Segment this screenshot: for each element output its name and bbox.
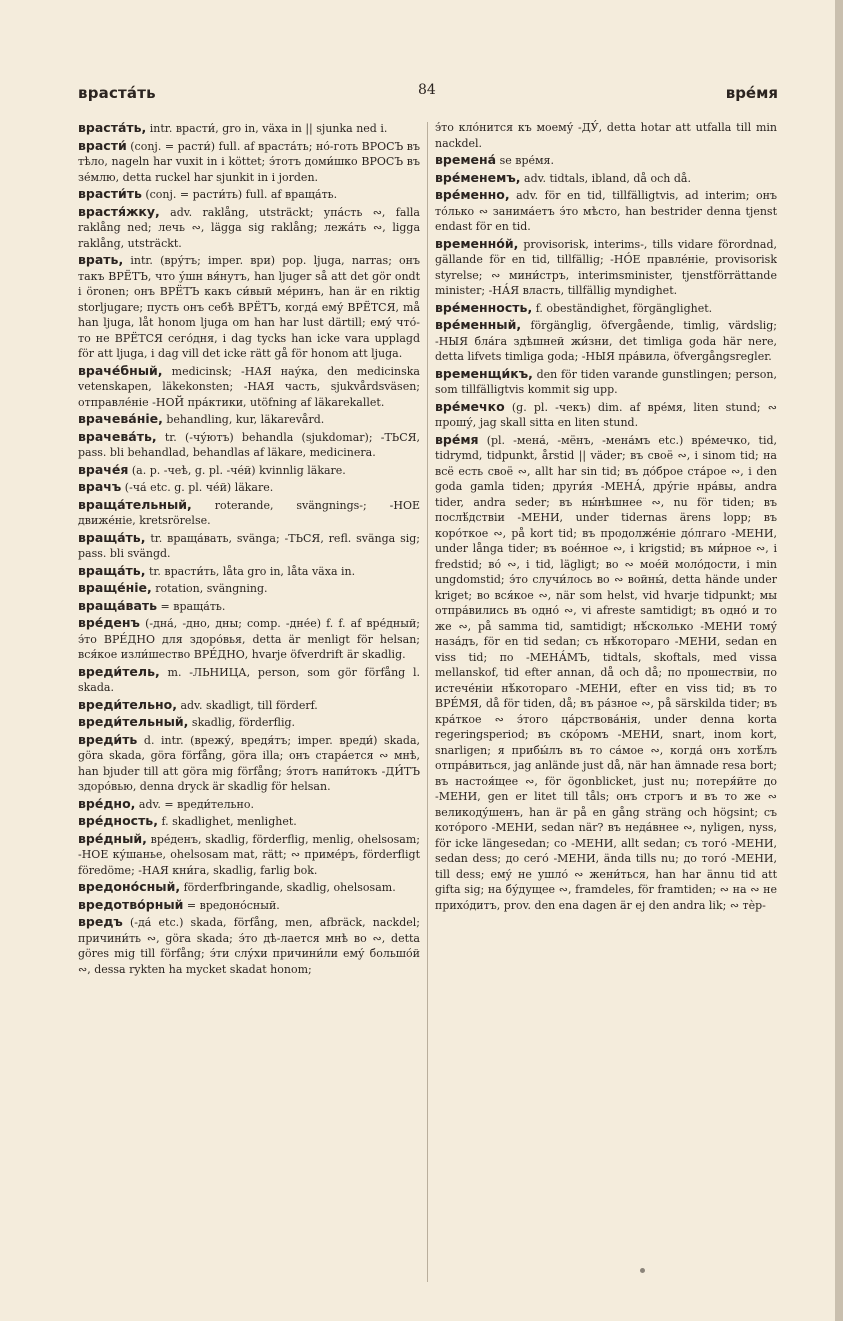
entry-headword: вреди́тельный, xyxy=(78,714,189,729)
entry-headword: вре́менность, xyxy=(435,299,533,315)
dictionary-entry xyxy=(78,831,420,879)
entry-definition: se вре́мя. xyxy=(499,154,554,167)
entry-headword: враста́ть, xyxy=(78,120,147,135)
dictionary-entry xyxy=(435,432,777,914)
entry-headword: врасти́ xyxy=(78,137,127,153)
entry-definition: э́то кло́нится къ моему́ -ДУ́, detta hotar att utfalla till min nackdel. xyxy=(435,121,777,150)
entry-headword: вре́дный, xyxy=(78,830,147,846)
entry-definition: (g. pl. -чекъ) dim. af вре́мя, liten stund; ∾ прошу́, jag skall sitta en liten stund. xyxy=(435,400,777,429)
entry-definition: skadlig, förderflig. xyxy=(191,716,296,729)
entry-headword: враща́ть, xyxy=(78,562,146,578)
entry-headword: вреди́тель, xyxy=(78,663,160,679)
entry-headword: врасти́ть xyxy=(78,186,142,201)
entry-headword: врастя́жку, xyxy=(78,203,160,219)
entry-definition: medicinsk; -НАЯ нау́ка, den medicinska vetenskapen, läkekonsten; -НАЯ часть, sjukvårdsväsen; отправле́ніе -НОЙ пра́ктики, utöfning af läkarekallet. xyxy=(78,364,420,409)
entry-headword: вре́менемъ, xyxy=(435,169,521,185)
dictionary-entry xyxy=(78,530,420,562)
entry-definition: roterande, svängnings-; -НОЕ движе́ніе, kretsrörelse. xyxy=(78,498,420,527)
entry-headword: вре́денъ xyxy=(78,615,140,630)
entry-definition: (-да́ etc.) skada, förfång, men, afbräck, nackdel; причини́ть ∾, göra skada; э́то дѣ-лается мнѣ во ∾, detta göres mig till förfång; э́ти слу́хи причини́ли ему́ большо́й ∾, dessa rykten ha mycket skadat honom; xyxy=(78,916,420,976)
dictionary-entry xyxy=(78,796,420,813)
dictionary-entry xyxy=(78,615,420,663)
entry-headword: враче́бный, xyxy=(78,362,163,378)
entry-headword: враче́я xyxy=(78,461,129,477)
entry-headword: вре́дность, xyxy=(78,813,158,828)
entry-headword: вре́мечко xyxy=(435,398,505,414)
entry-headword: враще́ніе, xyxy=(78,580,152,595)
entry-definition: adv. = вреди́тельно. xyxy=(138,797,254,811)
entry-definition: (pl. -мена́, -мёнъ, -мена́мъ etc.) вре́мечко, tid, tidrymd, tidpunkt, årstid || väder; въ своё ∾, i sinom tid; на всё есть своё ∾, allt har sin tid; въ до́брое ста́рое ∾, i den goda gamla tiden; други́я -МЕНА́, дру́гіе нра́вы, andra tider, andra seder; въ ны́нѣшнее ∾, nu för tiden; въ послѣ́дствіи -МЕНИ, under tidernas ärens lopp; въ коро́ткое ∾, på kort tid; въ продолже́ніе до́лгаго -МЕНИ, under långa tider; въ вое́нное ∾, i krigstid; въ ми́рное ∾, i fredstid; во́ ∾, i tid, lägligt; во ∾ мое́й моло́дости, i min ungdomstid; э́то случи́лось во ∾ войны́, detta hände under kriget; во вся́кое ∾, när som helst, vid hvarje tidpunkt; мы отпра́вились въ одно́ ∾, vi afreste samtidigt; въ одно́ и то же ∾, på samma tid, samtidigt; нѣ́сколько -МЕНИ тому́ наза́дъ, för en tid sedan; съ нѣ́котораго -МЕНИ, sedan en viss tid; по -МЕНА́МЪ, tidtals, skoftals, med vissa mellanskof, tid efter annan, då och då; по прошествіи, по истече́ніи нѣ́котораго -МЕНИ, efter en viss tid; въ то ВРЕ́МЯ, då för tiden, då; въ ра́зное ∾, på särskilda tider; въ кра́ткое ∾ э́того ца́рствова́нія, under denna korta regeringsperiod; въ ско́ромъ -МЕНИ, snart, inom kort, snarligen; я прибы́лъ въ то са́мое ∾, когда́ онъ хотѣ́лъ отпра́виться, jag anlände just då, när han ämnade resa bort; въ настоя́щее ∾, för ögonblicket, just nu; потеря́йте до -МЕНИ, gen er litet till tåls; онъ строгъ и въ то же ∾ великоду́шенъ, han är på en gång sträng och högsint; съ кото́рого -МЕНИ, sedan när? въ неда́внее ∾, nyligen, nyss, för icke längesedan; со -МЕНИ, allt sedan; съ того́ -МЕНИ, sedan dess; до сего́ -МЕНИ, ända tills nu; до того́ -МЕНИ, till dess; ему́ не ушло́ ∾ жени́ться, han har ännu tid att gifta sig; на бу́дущее ∾, framdeles, för framtiden; ∾ на ∾ не прихо́дитъ, prov. den ena dagen är ej den andra lik; ∾ тѐр- xyxy=(435,433,777,912)
dictionary-entry xyxy=(78,479,420,496)
dictionary-entry xyxy=(78,813,420,830)
entry-definition: (a. p. -чеѣ, g. pl. -че́й) kvinnlig läkare. xyxy=(131,463,346,477)
page-header xyxy=(78,80,778,106)
dictionary-entry xyxy=(78,714,420,731)
dictionary-entry xyxy=(435,152,777,169)
entry-definition: tr. врасти́ть, låta gro in, låta växa in. xyxy=(148,564,356,578)
entry-definition: förderfbringande, skadlig, ohelsosam. xyxy=(183,881,396,894)
entry-headword: вреди́ть xyxy=(78,731,138,747)
left-column xyxy=(78,120,420,1290)
entry-headword: вре́менный, xyxy=(435,317,522,332)
dictionary-entry xyxy=(78,138,420,186)
page-edge-shadow xyxy=(835,0,843,1321)
dictionary-entry xyxy=(78,186,420,203)
entry-definition: d. intr. (врежу́, вредя́тъ; imper. вреди́) skada, göra skada, göra förfång, göra illa; онъ стара́ется ∾ мнѣ, han bjuder till att göra mig förfång; э́тотъ напи́токъ -ДИ́ТЪ здоро́вью, denna dryck är skadlig för helsan. xyxy=(78,733,420,793)
header-left-headword: враста́ть xyxy=(78,84,156,102)
right-column xyxy=(435,120,777,1290)
entry-definition: (-ча́ etc. g. pl. че́й) läkare. xyxy=(124,481,274,494)
entry-headword: враща́ть, xyxy=(78,529,146,545)
entry-definition: adv. raklång, utsträckt; упа́сть ∾, falla raklång ned; лечь ∾, lägga sig raklång; лежа́ть ∾, ligga raklång, utsträckt. xyxy=(78,205,420,250)
entry-definition: adv. skadligt, till förderf. xyxy=(180,698,318,712)
dictionary-entry xyxy=(78,252,420,362)
header-right-headword: вре́мя xyxy=(725,84,778,102)
entry-definition: adv. tidtals, ibland, då och då. xyxy=(524,171,691,185)
dictionary-entry xyxy=(435,236,777,299)
dictionary-entry xyxy=(435,366,777,398)
entry-headword: врачъ xyxy=(78,479,122,494)
dictionary-entry xyxy=(435,170,777,187)
entry-definition: intr. врасти́, gro in, växa in || sjunka ned i. xyxy=(149,122,388,135)
column-divider xyxy=(427,122,428,1282)
entry-definition: intr. (вру́тъ; imper. ври) pop. ljuga, narras; онъ такъ ВРЁТЪ, что у́шн вя́нутъ, han ljuger så att det gör ondt i öronen; онъ ВРЁТЪ какъ си́вый ме́ринъ, han är en riktig storljugare; пусть онъ себѣ ВРЁТЪ, когда́ ему́ ВРЁТСЯ, må han ljuga, låt honom ljuga om han har lust därtill; ему́ что́-то не ВРЁТСЯ сего́дня, i dag tycks han icke vara upplagd för att ljuga, i dag vill det icke rätt gå för honom att ljuga. xyxy=(78,254,420,360)
dictionary-entry xyxy=(78,563,420,580)
entry-headword: временно́й, xyxy=(435,235,519,251)
entry-headword: вреди́тельно, xyxy=(78,696,177,712)
entry-definition: tr. враща́вать, svänga; -ТЬСЯ, refl. svänga sig; pass. bli svängd. xyxy=(78,531,420,560)
entry-headword: врать, xyxy=(78,252,124,267)
stain-dot xyxy=(640,1268,645,1273)
dictionary-entry xyxy=(78,580,420,597)
dictionary-entry xyxy=(78,462,420,479)
entry-definition: (-дна́, -дно, дны; comp. -дне́е) f. f. af вре́дный; э́то ВРЕ́ДНО для здоро́вья, detta är menligt för helsan; вся́кое изли́шество ВРЕ́ДНО, hvarje öfverdrift är skadlig. xyxy=(78,617,420,661)
dictionary-entry xyxy=(435,300,777,317)
entry-headword: времена́ xyxy=(435,152,497,167)
dictionary-entry xyxy=(78,363,420,411)
entry-definition: = вредоно́сный. xyxy=(186,898,280,912)
entry-headword: враща́тельный, xyxy=(78,496,192,512)
entry-definition: provisorisk, interims-, tills vidare förordnad, gällande för en tid, tillfällig; -НО́Е правле́ніе, provisorisk styrelse; ∾ мини́стръ, interimsminister, tjenstförrättande minister; -НА́Я власть, tillfällig myndighet. xyxy=(435,237,777,297)
dictionary-entry xyxy=(435,317,777,365)
entry-definition: вре́денъ, skadlig, förderflig, menlig, ohelsosam; -НОЕ ку́шанье, ohelsosam mat, rätt; ∾ приме́ръ, förderfligt föredöme; -НАЯ кни́га, skadlig, farlig bok. xyxy=(78,832,420,877)
dictionary-entry xyxy=(78,914,420,977)
entry-definition: den för tiden varande gunstlingen; person, som tillfälligtvis kommit sig upp. xyxy=(435,367,777,396)
dictionary-entry xyxy=(78,598,420,615)
dictionary-entry xyxy=(78,120,420,137)
entry-headword: вредоно́сный, xyxy=(78,879,181,894)
entry-definition: f. skadlighet, menlighet. xyxy=(161,815,297,828)
entry-headword: вре́мя xyxy=(435,431,479,447)
entry-headword: врачева́ть, xyxy=(78,428,157,444)
dictionary-entry xyxy=(78,879,420,896)
entry-definition: adv. för en tid, tillfälligtvis, ad interim; онъ то́лько ∾ занима́етъ э́то мѣсто, han bestrider denna tjenst endast för en tid. xyxy=(435,189,777,233)
dictionary-entry xyxy=(435,187,777,235)
entry-headword: временщи́къ, xyxy=(435,365,533,381)
entry-headword: вредотво́рный xyxy=(78,896,184,912)
entry-definition: rotation, svängning. xyxy=(155,582,268,595)
entry-definition: (conj. = расти́) full. af враста́ть; но́-готь ВРОСЪ въ тѣло, nageln har vuxit in i köttet; э́тотъ доми́шко ВРОСЪ въ зе́млю, detta ruckel har sjunkit in i jorden. xyxy=(78,139,420,184)
entry-definition: = враща́ть. xyxy=(160,599,226,613)
dictionary-entry xyxy=(78,429,420,461)
dictionary-entry xyxy=(78,497,420,529)
entry-headword: вре́дно, xyxy=(78,795,136,811)
entry-definition: (conj. = расти́ть) full. af враща́ть. xyxy=(145,188,338,201)
dictionary-entry xyxy=(78,697,420,714)
entry-definition: förgänglig, öfvergående, timlig, värdslig; -НЫЯ бла́га здѣшней жи́зни, det timliga goda här nere, detta lifvets timliga goda; -НЫЯ пра́вила, öfvergångsregler. xyxy=(435,319,777,363)
entry-headword: врачева́ніе, xyxy=(78,411,163,426)
dictionary-entry xyxy=(78,664,420,696)
dictionary-entry xyxy=(435,399,777,431)
dictionary-entry xyxy=(78,732,420,795)
entry-headword: вредъ xyxy=(78,914,123,929)
entry-headword: вре́менно, xyxy=(435,187,510,202)
page-number: 84 xyxy=(418,82,436,98)
dictionary-entry xyxy=(435,120,777,151)
entry-definition: tr. (-чу́ютъ) behandla (sjukdomar); -ТЬСЯ, pass. bli behandlad, behandlas af läkare, medicinera. xyxy=(78,430,420,459)
dictionary-entry xyxy=(78,897,420,914)
entry-definition: f. obeständighet, förgänglighet. xyxy=(535,301,713,315)
entry-headword: враща́вать xyxy=(78,597,158,613)
entry-definition: m. -ЛЬНИЦА, person, som gör förfång l. skada. xyxy=(78,665,420,694)
dictionary-entry xyxy=(78,204,420,252)
entry-definition: behandling, kur, läkarevård. xyxy=(166,413,325,426)
dictionary-entry xyxy=(78,411,420,428)
